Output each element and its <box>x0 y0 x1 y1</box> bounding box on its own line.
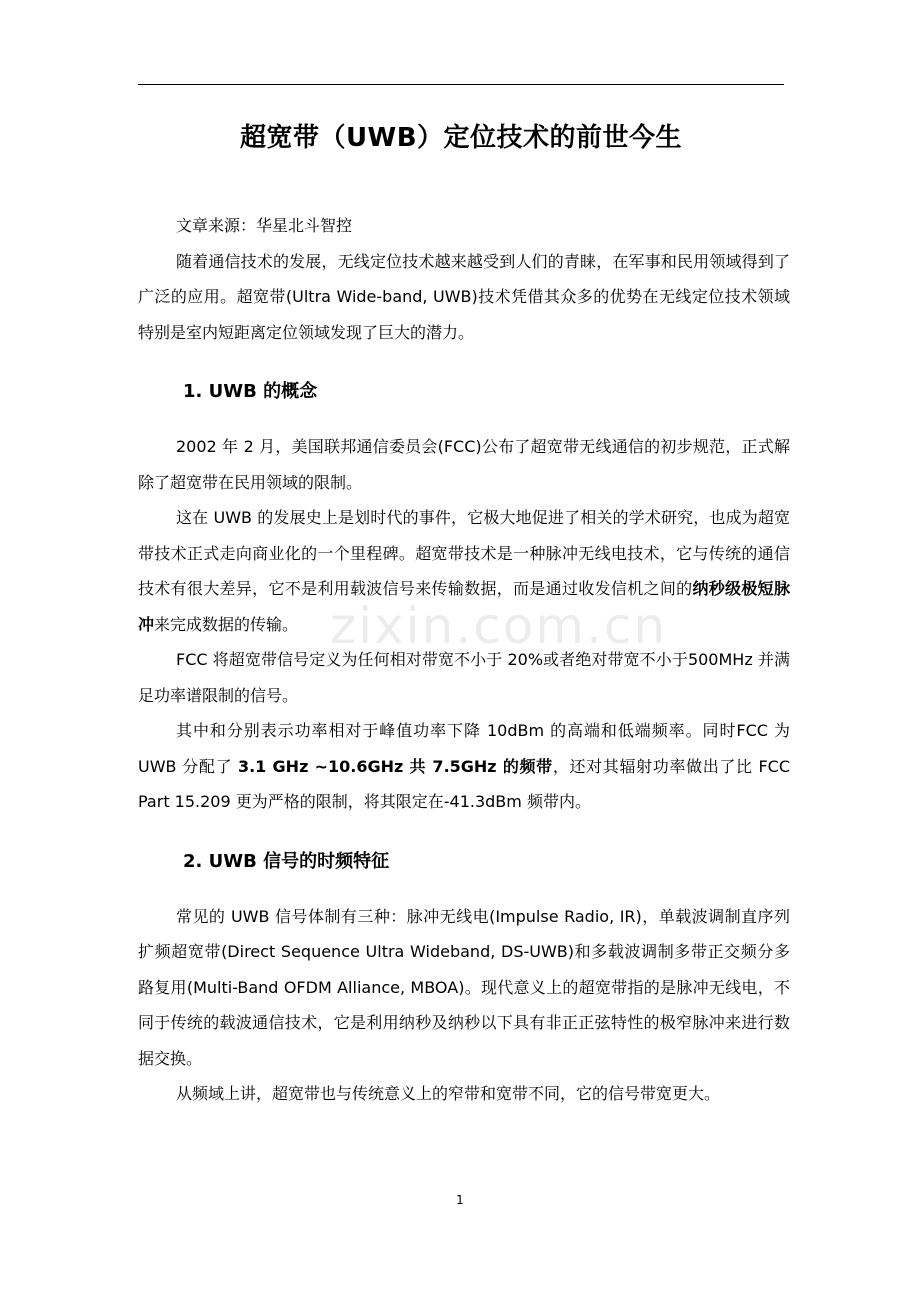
paragraph-text: 来完成数据的传输。 <box>154 614 299 634</box>
source-line: 文章来源：华星北斗智控 <box>176 216 353 235</box>
section1-paragraph-3: FCC 将超宽带信号定义为任何相对带宽不小于 20%或者绝对带宽不小于500MHz 并满足功率谱限制的信号。 <box>138 650 790 705</box>
section1-paragraph-2 <box>138 500 790 642</box>
paragraph-text: ，还对其辐射功率做出了比 FCC Part 15.209 更为严格的限制，将其限定在-41.3dBm 频带内。 <box>138 756 790 811</box>
bold-emphasis: 3.1 GHz ~10.6GHz 共 7.5GHz 的频带 <box>237 756 553 776</box>
header-rule <box>138 84 784 85</box>
section-heading-2: 2. UWB 信号的时频特征 <box>183 850 390 872</box>
section1-paragraph-4 <box>138 713 790 820</box>
intro-paragraph: 随着通信技术的发展，无线定位技术越来越受到人们的青睐，在军事和民用领域得到了广泛的应用。超宽带(Ultra Wide-band, UWB)技术凭借其众多的优势在无线定位技术领域特别是室内短距离定位领域发现了巨大的潜力。 <box>138 251 790 342</box>
section1-paragraph-1: 2002 年 2 月，美国联邦通信委员会(FCC)公布了超宽带无线通信的初步规范，正式解除了超宽带在民用领域的限制。 <box>138 437 790 492</box>
section2-paragraph-1: 常见的 UWB 信号体制有三种：脉冲无线电(Impulse Radio, IR)，单载波调制直序列扩频超宽带(Direct Sequence Ultra Wideband, DS-UWB)和多载波调制多带正交频分多路复用(Multi-Band OFDM Alliance, MBOA)。现代意义上的超宽带指的是脉冲无线电，不同于传统的载波通信技术，它是利用纳秒及纳秒以下具有非正正弦特性的极窄脉冲来进行数据交换。 <box>138 906 790 1068</box>
page-title: 超宽带（UWB）定位技术的前世今生 <box>239 123 683 153</box>
section-heading-1: 1. UWB 的概念 <box>183 381 318 402</box>
page-number: 1 <box>456 1193 464 1207</box>
watermark: zixin.com.cn <box>330 597 668 655</box>
paragraph-text: 这在 UWB 的发展史上是划时代的事件，它极大地促进了相关的学术研究，也成为超宽带技术正式走向商业化的一个里程碑。超宽带技术是一种脉冲无线电技术，它与传统的通信技术有很大差异，它不是利用载波信号来传输数据，而是通过收发信机之间的 <box>138 508 790 598</box>
document-body <box>138 208 790 1112</box>
section2-paragraph-2: 从频域上讲，超宽带也与传统意义上的窄带和宽带不同，它的信号带宽更大。 <box>176 1084 721 1103</box>
bold-emphasis: 纳秒级极短脉冲 <box>138 579 790 634</box>
paragraph-text: 其中和分别表示功率相对于峰值功率下降 10dBm 的高端和低端频率。同时FCC 为 UWB 分配了 <box>138 721 790 776</box>
